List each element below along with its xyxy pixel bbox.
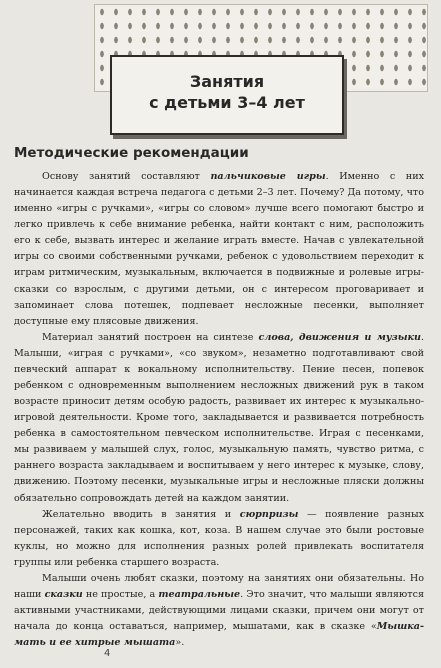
body-paragraph: [14, 169, 424, 330]
emphasized-text: сюрпризы: [239, 508, 299, 520]
chapter-title-line-1: Занятия: [189, 72, 265, 91]
section-heading: Методические рекомендации: [14, 145, 249, 161]
paragraph-text: ».: [175, 637, 185, 649]
paragraph-text: — появление разных персонажей, таких как кошка, кот, коза. В нашем случае это были ростовые куклы, но можно для исполнения разных ролей привлекать воспитателя группы или ребенка старшего возраста.: [14, 508, 424, 568]
body-paragraph: [14, 571, 424, 651]
paragraph-text: . Именно с них начинается каждая встреча педагога с детьми 2–3 лет. Почему? Да потому, что именно «игры с ручками», «игры со словом» лучше всего помогают быстро и легко привлечь к себе внимание ребенка, найти контакт с ним, расположить его к себе, вызвать интерес и желание играть вместе. Начав с увлекательной игры со своими собственными ручками, ребенок с удовольствием переходит к играм ритмическим, музыкальным, включается в подвижные и ролевые игры-сказки со взрослым, с другими детьми, он с интересом проговаривает и запоминает слова потешек, подпевает несложные песенки, выполняет доступные ему плясовые движения.: [14, 171, 424, 327]
body-text: [14, 169, 424, 651]
page-number: 4: [104, 648, 111, 659]
emphasized-text: театральные: [158, 589, 241, 601]
paragraph-text: . Малыши, «играя с ручками», «со звуком», незаметно подготавливают свой певческий аппарат к вокальному исполнительству. Пение песен, попевок ребенком с одновременным выполнением несложных движений рук в таком возрасте приносит детям особую радость, развивает их интерес к музыкально-игровой деятельности. Кроме того, закладывается и развивается потребность ребенка в самостоятельном певческом исполнительстве. Играя с песенками, мы развиваем у малышей слух, голос, музыкальную память, чувство ритма, с раннего возраста закладываем и воспитываем у него интерес к музыке, слову, движению. Поэтому песенки, музыкальные игры и несложные пляски должны обязательно сопровождать детей на каждом занятии.: [14, 331, 424, 504]
paragraph-text: не простые, а: [82, 589, 159, 601]
body-paragraph: [14, 507, 424, 571]
paragraph-text: Желательно вводить в занятия и: [42, 508, 240, 520]
chapter-title-box: [110, 55, 344, 135]
emphasized-text: слова, движения и музыки: [258, 331, 421, 343]
paragraph-text: . Это значит, что малыши являются активными участниками, действующими лицами сказки, причем они могут от начала до конца оставаться, например, мышатами, как в сказке «: [14, 589, 424, 633]
chapter-title-line-2: с детьми 3–4 лет: [149, 93, 305, 112]
body-paragraph: [14, 330, 424, 507]
paragraph-text: Материал занятий построен на синтезе: [42, 331, 259, 343]
paragraph-text: Основу занятий составляют: [42, 171, 211, 182]
emphasized-text: Мышка-мать и ее хитрые мышата: [14, 621, 424, 649]
emphasized-text: пальчиковые игры: [210, 171, 326, 182]
emphasized-text: сказки: [44, 589, 83, 601]
paragraph-text: Малыши очень любят сказки, поэтому на занятиях они обязательны. Но наши: [14, 572, 424, 601]
